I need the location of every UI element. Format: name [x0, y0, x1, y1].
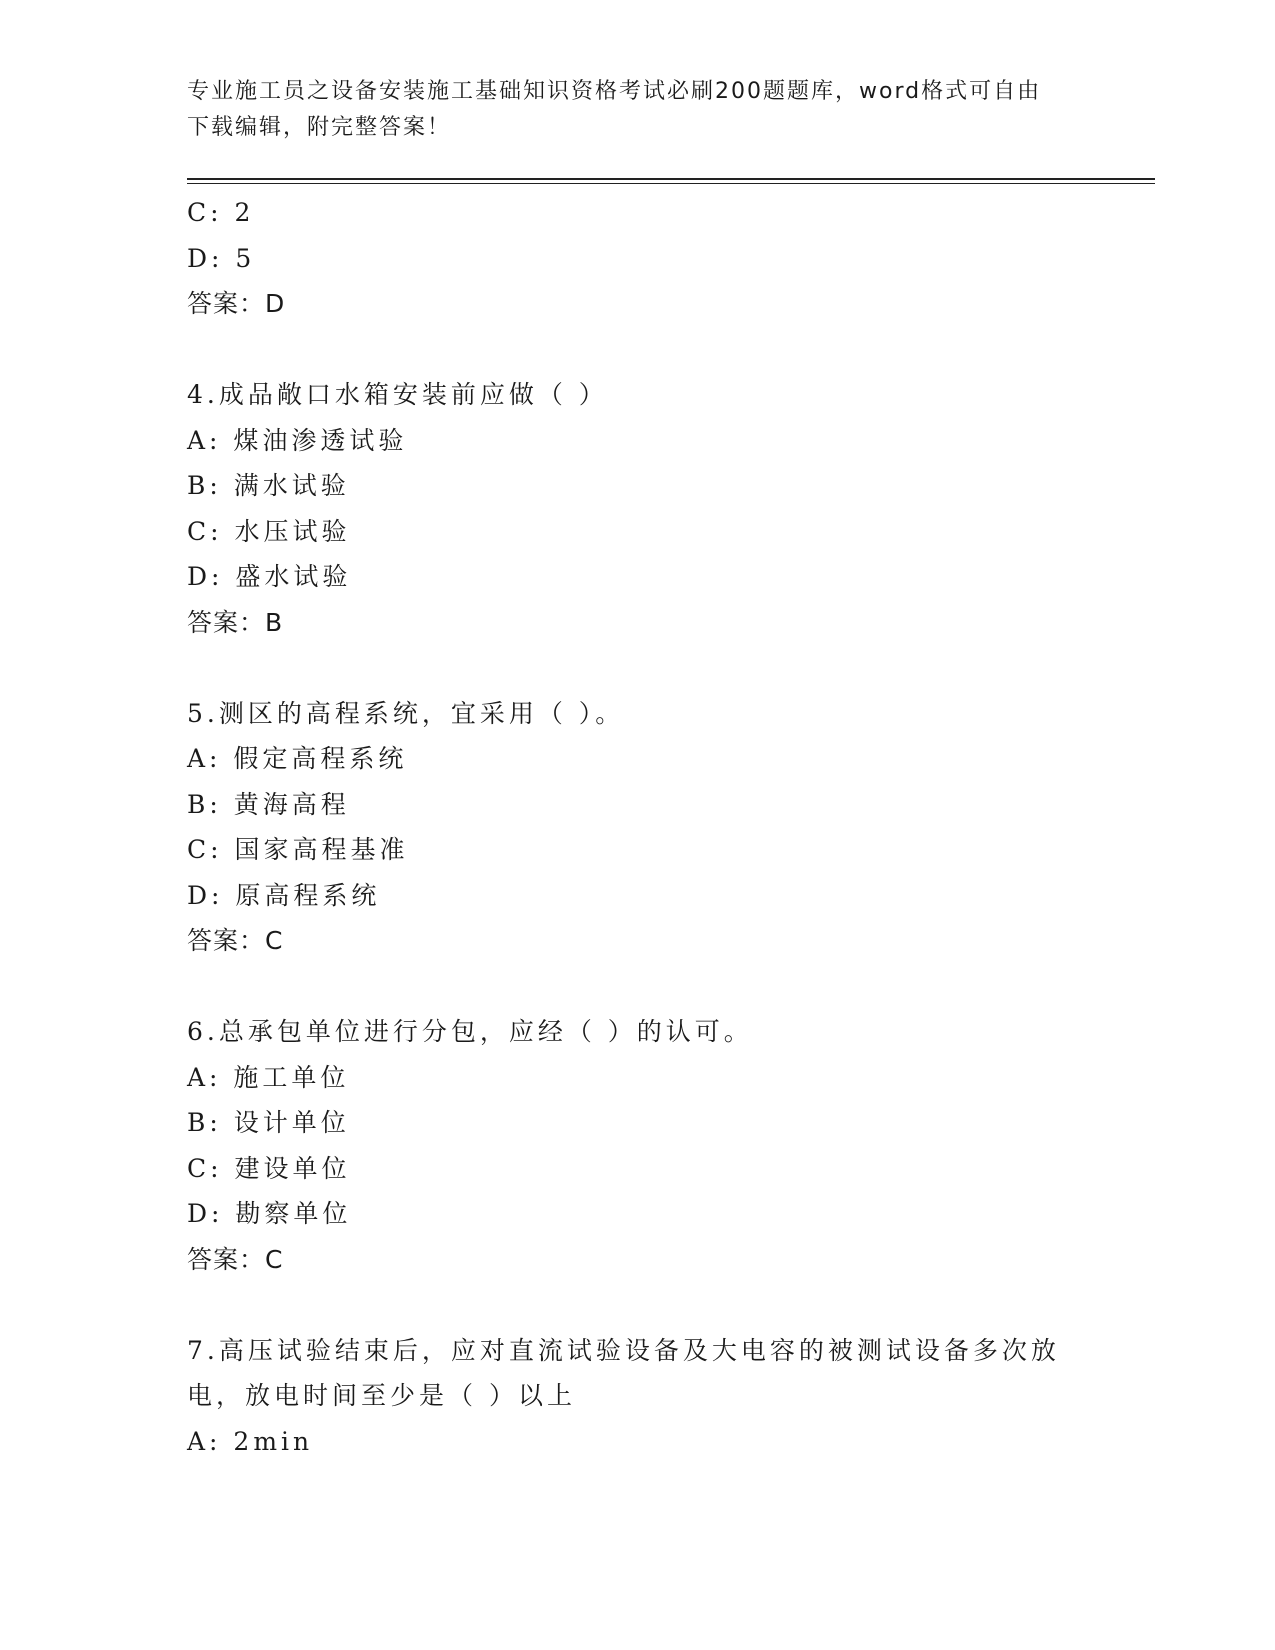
option-d: D: 5: [187, 243, 256, 273]
option-d: D: 盛水试验: [187, 562, 352, 591]
option-a: A: 2min: [187, 1426, 314, 1456]
header-divider-thick: [187, 178, 1155, 180]
question-4: [187, 372, 1087, 645]
question-text: 4.成品敞口水箱安装前应做（ ）: [187, 380, 608, 409]
option-c: C: 2: [187, 198, 255, 227]
option-c: C: 国家高程基准: [187, 835, 409, 864]
option-c: C: 水压试验: [187, 516, 351, 546]
spacer: [187, 1282, 1087, 1328]
option-a: A: 施工单位: [187, 1062, 350, 1092]
question-list: [187, 190, 1087, 1464]
spacer: [187, 327, 1087, 373]
question-7: [187, 1328, 1087, 1465]
option-c: C: 建设单位: [187, 1153, 351, 1183]
option-b: B: 黄海高程: [187, 789, 350, 819]
option-b: B: 满水试验: [187, 471, 350, 500]
question-3-tail: [187, 190, 1087, 327]
question-text: 6.总承包单位进行分包，应经（ ）的认可。: [187, 1017, 753, 1046]
answer: 答案：D: [187, 289, 286, 318]
option-d: D: 勘察单位: [187, 1199, 352, 1228]
option-d: D: 原高程系统: [187, 880, 381, 910]
question-text: 5.测区的高程系统，宜采用（ ）。: [187, 698, 625, 728]
answer: 答案：B: [187, 607, 284, 637]
answer: 答案：C: [187, 1244, 284, 1274]
option-a: A: 假定高程系统: [187, 744, 408, 773]
header-divider-thin: [187, 183, 1155, 184]
question-text-line-2: 电，放电时间至少是（ ）以上: [187, 1381, 576, 1410]
header-line-2: 下载编辑，附完整答案！: [187, 115, 452, 140]
question-6: [187, 1009, 1087, 1282]
spacer: [187, 645, 1087, 691]
answer: 答案：C: [187, 926, 284, 955]
document-header: [187, 74, 1087, 146]
header-line-1: 专业施工员之设备安装施工基础知识资格考试必刷200题题库，word格式可自由: [187, 79, 1042, 104]
option-a: A: 煤油渗透试验: [187, 425, 408, 455]
option-b: B: 设计单位: [187, 1108, 350, 1137]
spacer: [187, 964, 1087, 1010]
question-text-line-1: 7.高压试验结束后，应对直流试验设备及大电容的被测试设备多次放: [187, 1335, 1060, 1365]
question-5: [187, 691, 1087, 964]
